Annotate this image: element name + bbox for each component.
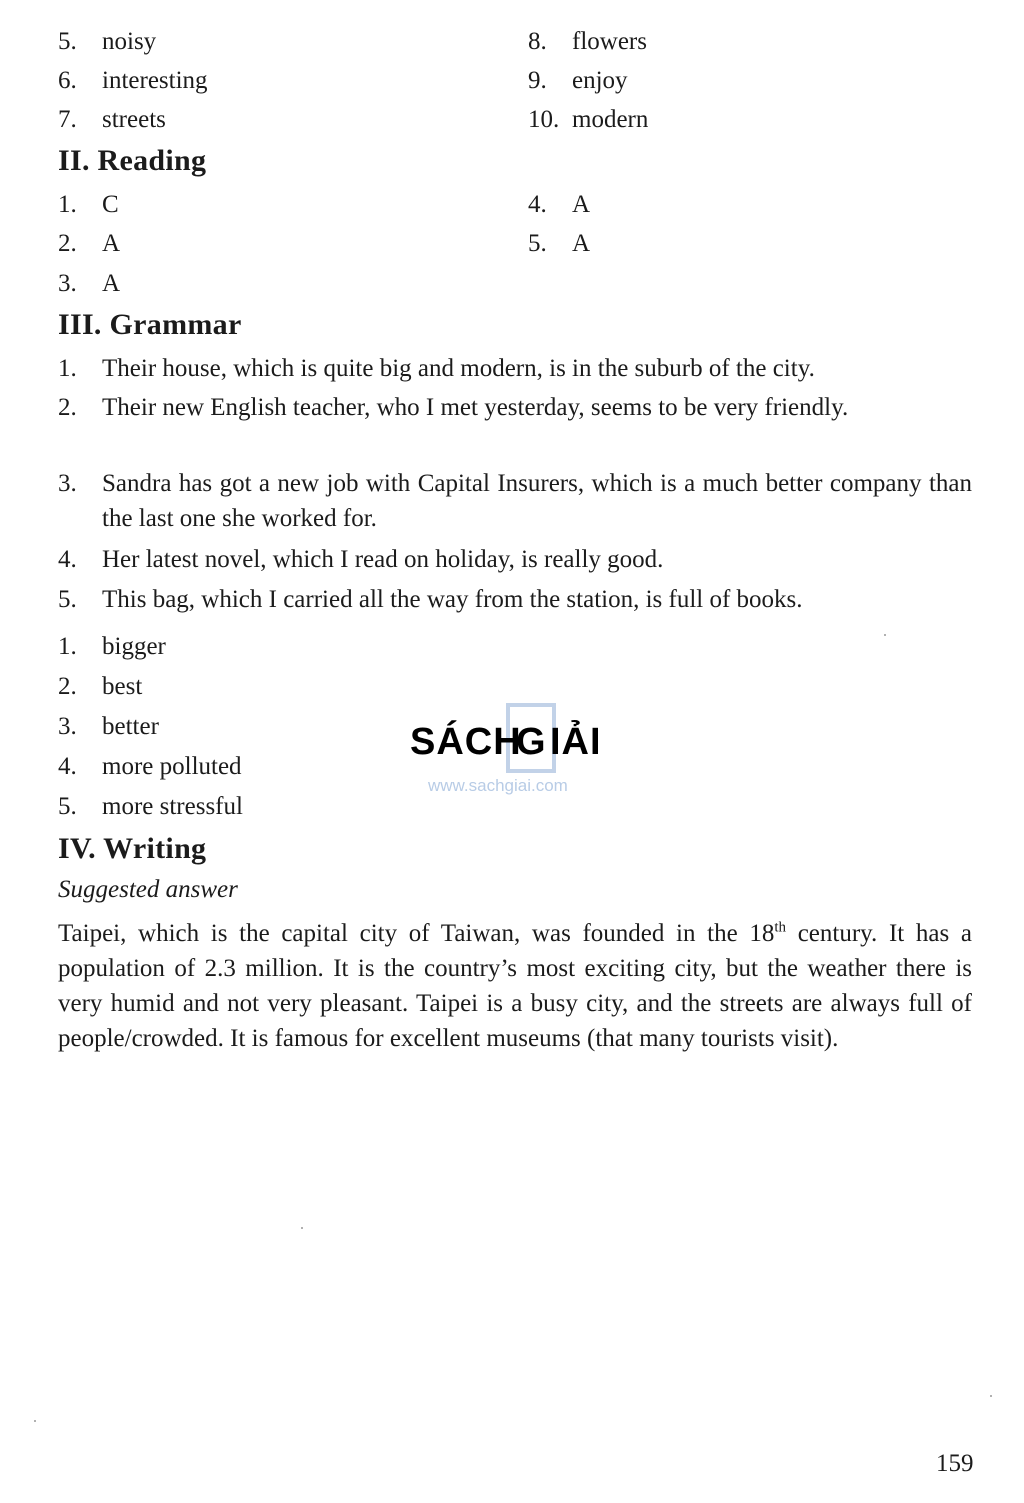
vocab-item-6: [58, 66, 208, 96]
reading-num: 1.: [58, 191, 77, 218]
writing-text-start: Taipei, which is the capital city of Taiwan, was founded in the 18: [58, 920, 775, 947]
grammar-sentence-2: [58, 390, 972, 425]
reading-answer-2: [58, 229, 120, 259]
watermark-text-1: SÁCH: [410, 721, 522, 763]
vocab-num: 5.: [58, 28, 77, 55]
reading-num: 2.: [58, 230, 77, 257]
scan-speck: [34, 1420, 36, 1422]
reading-num: 5.: [528, 230, 547, 257]
comparative-num: 4.: [58, 753, 77, 780]
grammar-num: 4.: [58, 546, 77, 573]
grammar-sentence-4: [58, 542, 972, 577]
grammar-num: 1.: [58, 355, 77, 382]
grammar-text: This bag, which I carried all the way from the station, is full of books.: [102, 586, 803, 613]
comparative-text: best: [102, 673, 143, 700]
vocab-num: 9.: [528, 67, 547, 94]
reading-answer: A: [572, 230, 591, 257]
vocab-item-5: [58, 27, 156, 57]
scan-speck: [301, 1227, 303, 1229]
scan-speck: [884, 634, 886, 636]
vocab-word: flowers: [572, 28, 647, 55]
comparative-item-4: [58, 752, 242, 782]
vocab-item-9: [528, 66, 628, 96]
grammar-num: 3.: [58, 470, 77, 497]
reading-answer-4: [528, 190, 590, 220]
vocab-word: streets: [102, 106, 166, 133]
reading-answer-3: [58, 269, 120, 299]
vocab-word: interesting: [102, 67, 208, 94]
writing-superscript: th: [774, 919, 787, 936]
comparative-text: bigger: [102, 633, 166, 660]
vocab-word: noisy: [102, 28, 157, 55]
grammar-text: Their new English teacher, who I met yesterday, seems to be very friendly.: [102, 394, 849, 421]
comparative-num: 1.: [58, 633, 77, 660]
reading-answer: A: [102, 230, 121, 257]
vocab-num: 8.: [528, 28, 547, 55]
vocab-item-8: [528, 27, 647, 57]
watermark-text-2: IẢI: [550, 721, 602, 763]
vocab-item-7: [58, 105, 166, 135]
reading-answer: A: [102, 270, 121, 297]
grammar-heading: III. Grammar: [58, 308, 242, 341]
comparative-text: better: [102, 713, 159, 740]
reading-num: 4.: [528, 191, 547, 218]
comparative-item-3: [58, 712, 159, 742]
watermark-letter: G: [516, 721, 547, 763]
reading-answer: C: [102, 191, 119, 218]
vocab-num: 6.: [58, 67, 77, 94]
vocab-num: 10.: [528, 106, 560, 133]
grammar-text: Their house, which is quite big and modern, is in the suburb of the city.: [102, 355, 815, 382]
comparative-text: more polluted: [102, 753, 242, 780]
grammar-num: 5.: [58, 586, 77, 613]
reading-heading: II. Reading: [58, 144, 207, 177]
comparative-item-5: [58, 792, 243, 822]
comparative-num: 2.: [58, 673, 77, 700]
comparative-num: 3.: [58, 713, 77, 740]
comparative-item-2: [58, 672, 142, 702]
reading-answer: A: [572, 191, 591, 218]
comparative-text: more stressful: [102, 793, 243, 820]
grammar-num: 2.: [58, 394, 77, 421]
vocab-word: modern: [572, 106, 649, 133]
reading-num: 3.: [58, 270, 77, 297]
comparative-num: 5.: [58, 793, 77, 820]
comparative-item-1: [58, 632, 166, 662]
reading-answer-5: [528, 229, 590, 259]
watermark-logo: [410, 702, 620, 782]
grammar-text: Her latest novel, which I read on holiday, is really good.: [102, 546, 664, 573]
vocab-num: 7.: [58, 106, 77, 133]
writing-subheading: Suggested answer: [58, 876, 238, 903]
grammar-sentence-5: [58, 582, 972, 617]
vocab-item-10: [528, 105, 648, 135]
grammar-sentence-1: [58, 351, 972, 386]
watermark-url: www.sachgiai.com: [428, 776, 568, 795]
writing-heading: IV. Writing: [58, 832, 207, 865]
page-number: 159: [936, 1450, 974, 1477]
vocab-word: enjoy: [572, 67, 628, 94]
grammar-sentence-3: [58, 466, 972, 536]
reading-answer-1: [58, 190, 119, 220]
scan-speck: [990, 1395, 992, 1397]
watermark-logo-graphic: [410, 702, 620, 782]
grammar-text: Sandra has got a new job with Capital Insurers, which is a much better company than the last one she worked for.: [102, 470, 972, 532]
writing-paragraph: [58, 916, 972, 1056]
writing-text-end: century. It has a population of 2.3 million. It is the country’s most exciting city, but the weather there is very humid and not very pleasant. Taipei is a busy city, and the streets are always full of people/crowded. It is famous for excellent museums (that many tourists visit).: [58, 920, 972, 1052]
